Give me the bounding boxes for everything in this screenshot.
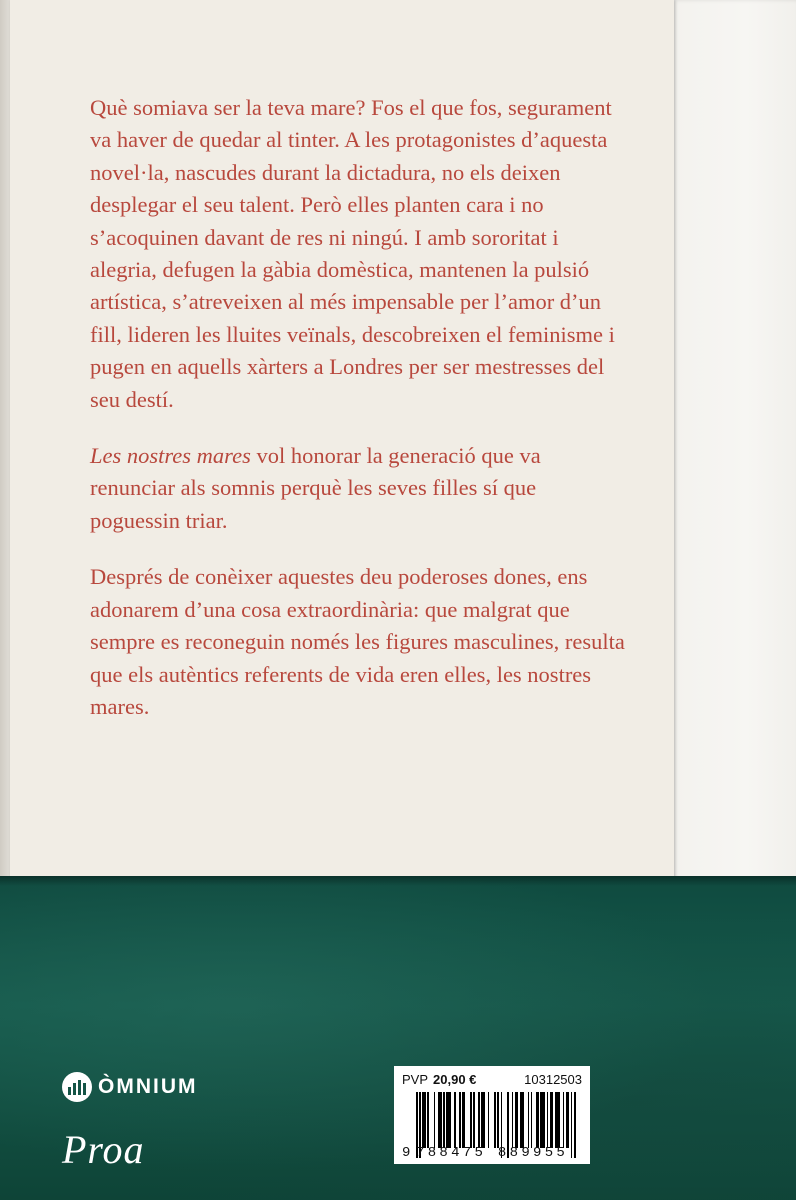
blurb-paragraph-2-text: vol honorar la generació que va renunciar als somnis perquè les seves filles sí que poguessin triar. — [90, 443, 541, 533]
isbn-left-group: 788475 — [416, 1145, 487, 1161]
omnium-bars-icon — [62, 1072, 92, 1102]
price-row — [402, 1072, 582, 1088]
isbn-right-group: 889955 — [497, 1145, 569, 1161]
omnium-logo — [62, 1070, 198, 1104]
blurb-paragraph-3: Després de conèixer aquestes deu poderoses dones, ens adonarem d’una cosa extraordinària: que malgrat que sempre es reconeguin només les figures masculines, resulta que els autèntics referents de vida eren elles, les nostres mares. — [90, 564, 625, 719]
barcode-label — [394, 1066, 590, 1164]
proa-logo: Proa — [62, 1127, 145, 1172]
isbn-number — [402, 1145, 582, 1161]
back-cover — [10, 0, 674, 880]
barcode-gap — [576, 1092, 578, 1148]
product-code: 10312503 — [524, 1072, 582, 1087]
barcode-bars — [416, 1092, 582, 1148]
band-fold-shadow — [0, 876, 796, 886]
pvp-label: PVP — [402, 1072, 429, 1087]
blurb-text — [90, 92, 630, 747]
omnium-wordmark: ÒMNIUM — [98, 1075, 198, 1098]
page-edge-strip — [672, 0, 796, 880]
blurb-paragraph-1: Què somiava ser la teva mare? Fos el que fos, segurament va haver de quedar al tinter. A les protagonistes d’aquesta novel·la, nascudes durant la dictadura, no els deixen desplegar el seu talent. Però elles planten cara i no s’acoquinen davant de res ni ningú. I amb sororitat i alegria, defugen la gàbia domèstica, mantenen la pulsió artística, s’atreveixen al més impensable per l’amor d’un fill, lideren les lluites veïnals, descobreixen el feminisme i pugen en aquells xàrters a Londres per ser mestresses del seu destí. — [90, 95, 615, 412]
isbn-first-digit: 9 — [402, 1145, 411, 1161]
green-belly-band — [0, 876, 796, 1200]
price-value: 20,90 € — [433, 1072, 477, 1087]
book-title-inline: Les nostres mares — [90, 443, 251, 469]
blurb-paragraph-2 — [90, 440, 630, 537]
